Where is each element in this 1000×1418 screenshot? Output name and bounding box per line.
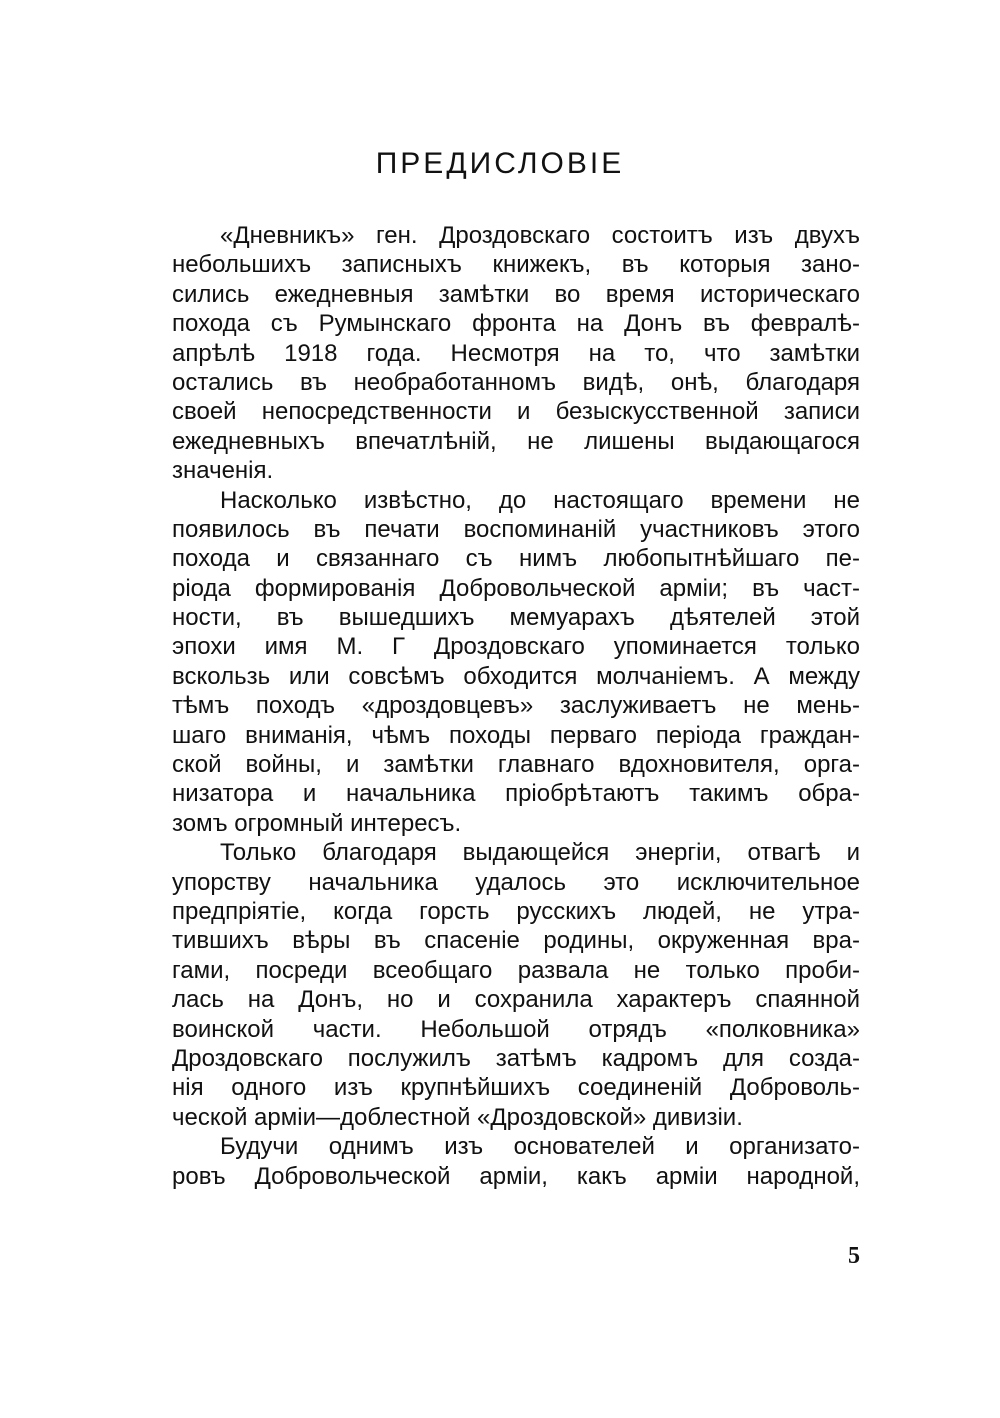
text-line: небольшихъ записныхъ книжекъ, въ которыя зано- [172,251,860,279]
text-line: ежедневныхъ впечатлѣній, не лишены выдающагося [172,427,860,455]
text-line: «Дневникъ» ген. Дроздовскаго состоитъ изъ двухъ [220,222,860,249]
text-line: зомъ огромный интересъ. [172,809,462,837]
text-line: остались въ необработанномъ видѣ, онѣ, благодаря [172,368,860,396]
preface-text [172,221,860,1191]
text-line: тившихъ вѣры въ спасеніе родины, окруженная вра- [172,927,860,955]
text-line: похода и связаннаго съ нимъ любопытнѣйшаго пе- [172,545,860,573]
text-line: ровъ Добровольческой арміи, какъ арміи народной, [172,1162,860,1190]
text-line: тѣмъ походъ «дроздовцевъ» заслуживаетъ не мень- [172,692,860,720]
text-line: нія одного изъ крупнѣйшихъ соединеній Доброволь- [172,1074,860,1102]
text-line: значенія. [172,457,274,485]
text-line: вскользь или совсѣмъ обходится молчаніемъ. А между [172,662,860,690]
text-line: упорству начальника удалось это исключительное [172,868,860,896]
text-line: Дроздовскаго послужилъ затѣмъ кадромъ для созда- [172,1044,860,1072]
text-line: низатора и начальника пріобрѣтаютъ такимъ обра- [172,780,860,808]
text-line: своей непосредственности и безыскусственной записи [172,398,860,426]
text-line: Только благодаря выдающейся энергіи, отвагѣ и [220,839,860,867]
page-title: ПРЕДИСЛОВІЕ [375,147,625,180]
text-line: апрѣлѣ 1918 года. Несмотря на то, что замѣтки [172,339,860,367]
text-line: ности, въ вышедшихъ мемуарахъ дѣятелей этой [172,604,860,632]
text-line: похода съ Румынскаго фронта на Донъ въ февралѣ- [172,310,860,338]
text-line: гами, посреди всеобщаго развала не только проби- [172,956,860,984]
text-line: Будучи однимъ изъ основателей и организато- [220,1133,860,1161]
text-line: Насколько извѣстно, до настоящаго времени не [220,486,860,514]
text-line: ріода формированія Добровольческой арміи; въ част- [172,574,860,602]
text-line: эпохи имя М. Г Дроздовскаго упоминается только [172,633,860,661]
text-line: воинской части. Небольшой отрядъ «полковника» [172,1015,860,1043]
text-line: ской войны, и замѣтки главнаго вдохновителя, орга- [172,751,860,779]
text-line: шаго вниманія, чѣмъ походы перваго періода граждан- [172,721,860,749]
text-line: появилось въ печати воспоминаній участниковъ этого [172,515,860,543]
text-line: ческой арміи—доблестной «Дроздовской» дивизіи. [172,1103,743,1131]
text-line: лась на Донъ, но и сохранила характеръ спаянной [172,986,860,1014]
text-line: сились ежедневныя замѣтки во время историческаго [172,280,860,308]
text-line: предпріятіе, когда горсть русскихъ людей, не утра- [172,897,860,925]
page-number: 5 [848,1243,860,1269]
